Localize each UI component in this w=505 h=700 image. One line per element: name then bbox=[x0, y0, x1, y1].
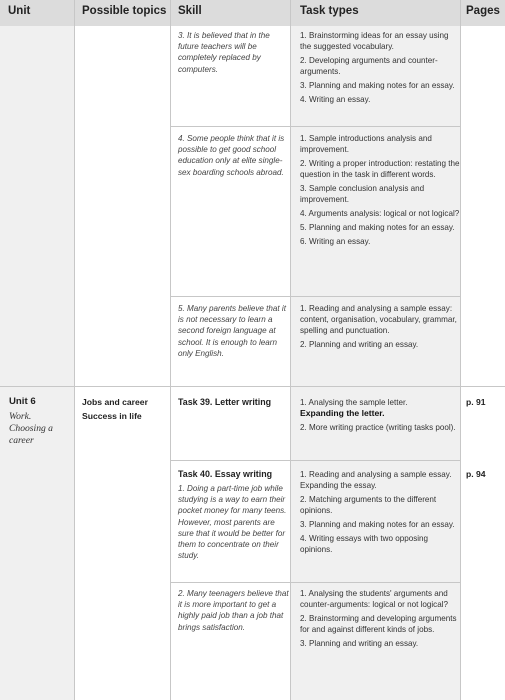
task-item: 2. Developing arguments and counter-arguments. bbox=[300, 56, 438, 76]
task-list bbox=[300, 133, 460, 250]
skill-text: 1. Doing a part-time job while studying is a way to earn their pocket money for many teens. However, most parents are sure that it would be better for them to concentrate on their study. bbox=[178, 484, 287, 561]
task-item: 2. Writing a proper introduction: restating the question in the task in different words. bbox=[300, 159, 460, 179]
task-item: 1. Analysing the students' arguments and counter-arguments: logical or not logical? bbox=[300, 589, 449, 609]
task-item: 4. Writing essays with two opposing opinions. bbox=[300, 534, 429, 554]
row-divider bbox=[170, 296, 460, 297]
header-pages: Pages bbox=[466, 5, 500, 17]
header-task-types: Task types bbox=[300, 5, 359, 17]
task-list bbox=[300, 588, 460, 652]
page-ref: p. 91 bbox=[466, 397, 486, 407]
unit-divider bbox=[0, 386, 505, 387]
column-divider bbox=[74, 0, 75, 700]
task-list bbox=[300, 469, 460, 558]
header-topics: Possible topics bbox=[82, 5, 167, 17]
column-divider bbox=[290, 0, 291, 700]
task-item: 1. Reading and analysing a sample essay: content, organisation, vocabulary, grammar, spelling and punctuation. bbox=[300, 304, 457, 335]
header-skill: Skill bbox=[178, 5, 202, 17]
task-item: 5. Planning and making notes for an essay. bbox=[300, 223, 455, 232]
header-unit: Unit bbox=[8, 5, 31, 17]
task-heading: Task 40. Essay writing bbox=[178, 469, 273, 479]
task-heading: Task 39. Letter writing bbox=[178, 397, 272, 407]
task-list bbox=[300, 30, 460, 108]
unit-title: Unit 6 bbox=[9, 396, 36, 407]
task-item: 1. Analysing the sample letter. bbox=[300, 398, 408, 407]
column-divider bbox=[170, 0, 171, 700]
topic-item: Jobs and career bbox=[82, 397, 148, 407]
task-item: 3. Planning and writing an essay. bbox=[300, 639, 419, 648]
task-item: 2. Brainstorming and developing arguments for and against different kinds of jobs. bbox=[300, 614, 457, 634]
skill-text: 5. Many parents believe that it is not necessary to learn a second foreign language at school. It is enough to learn only English. bbox=[178, 304, 286, 358]
task-item: 3. Sample conclusion analysis and improvement. bbox=[300, 184, 425, 204]
page-ref: p. 94 bbox=[466, 469, 486, 479]
table-header bbox=[0, 0, 505, 26]
skill-text: 2. Many teenagers believe that it is more important to get a highly paid job than a job that brings satisfaction. bbox=[178, 589, 289, 632]
skill-text: 4. Some people think that it is possible to get good school education only at elite single-sex boarding schools abroad. bbox=[178, 134, 285, 177]
row-divider bbox=[170, 582, 460, 583]
task-list bbox=[300, 303, 460, 353]
topic-item: Success in life bbox=[82, 411, 142, 421]
task-item: 2. Matching arguments to the different opinions. bbox=[300, 495, 437, 515]
row-divider bbox=[170, 126, 460, 127]
skill-text: 3. It is believed that in the future teachers will be completely replaced by computers. bbox=[178, 31, 270, 74]
task-item: 3. Planning and making notes for an essay. bbox=[300, 81, 455, 90]
task-item: Expanding the letter. bbox=[300, 408, 385, 418]
task-item: 1. Reading and analysing a sample essay. Expanding the essay. bbox=[300, 470, 452, 490]
task-item: 4. Writing an essay. bbox=[300, 95, 371, 104]
task-list bbox=[300, 397, 460, 436]
task-item: 1. Brainstorming ideas for an essay using the suggested vocabulary. bbox=[300, 31, 449, 51]
row-divider bbox=[170, 460, 460, 461]
task-item: 4. Arguments analysis: logical or not logical? bbox=[300, 209, 460, 218]
task-item: 6. Writing an essay. bbox=[300, 237, 371, 246]
task-item: 2. More writing practice (writing tasks pool). bbox=[300, 423, 456, 432]
unit-column-shade bbox=[0, 26, 74, 700]
task-item: 1. Sample introductions analysis and improvement. bbox=[300, 134, 432, 154]
column-divider bbox=[460, 0, 461, 700]
unit-subtitle: Work. Choosing a career bbox=[9, 411, 53, 446]
task-item: 2. Planning and writing an essay. bbox=[300, 340, 419, 349]
task-item: 3. Planning and making notes for an essay. bbox=[300, 520, 455, 529]
